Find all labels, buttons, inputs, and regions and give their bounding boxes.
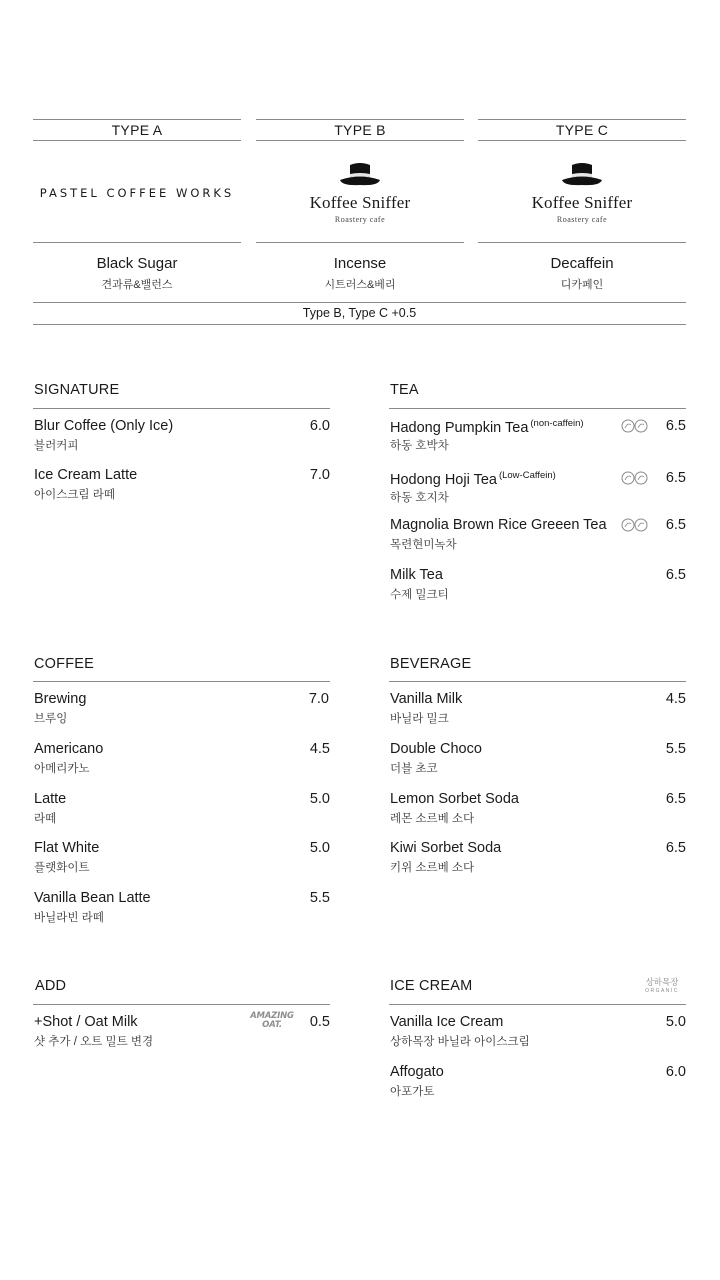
- hat-icon: [338, 162, 382, 188]
- tea-leaf-icon: [621, 518, 649, 532]
- signature-rule: [33, 408, 330, 409]
- tea-rule: [389, 408, 686, 409]
- coffee-title: COFFEE: [34, 656, 95, 672]
- type-a-mid-rule: [33, 140, 241, 141]
- type-b-mid-rule: [256, 140, 464, 141]
- icecream-rule: [389, 1004, 686, 1005]
- menu-item-kr: 아메리카노: [34, 763, 90, 775]
- menu-item-name: Hodong Hoji Tea $^{(Low-Caffein)}$: [390, 470, 556, 488]
- menu-item-name: Magnolia Brown Rice Greeen Tea: [390, 517, 607, 533]
- amazing-oat-line1: AMAZING: [250, 1011, 294, 1021]
- sangha-logo-kr: 상하목장: [645, 977, 679, 987]
- menu-item-name: Hadong Pumpkin Tea $^{(non-caffein)}$: [390, 418, 584, 436]
- hat-icon: [560, 162, 604, 188]
- koffee-sniffer-sub-b: Roastery cafe: [334, 215, 386, 224]
- beverage-title: BEVERAGE: [390, 656, 472, 672]
- tea-leaf-icon: [621, 419, 649, 433]
- menu-item-kr: 브루잉: [34, 713, 68, 725]
- pastel-coffee-works-logo: PASTEL COFFEE WORKS: [39, 186, 235, 200]
- menu-item-kr: 아포가토: [390, 1086, 435, 1098]
- menu-item-price: 4.5: [665, 691, 686, 707]
- menu-item-name: Kiwi Sorbet Soda: [390, 840, 502, 856]
- menu-item-price: 6.0: [309, 418, 330, 434]
- menu-item-kr: 블러커피: [34, 440, 79, 452]
- menu-item-price: 5.5: [309, 890, 330, 906]
- type-c-bottom-rule: [478, 242, 686, 243]
- type-c-blend: Decaffein: [550, 255, 614, 272]
- menu-item-kr: 더블 초코: [390, 763, 438, 775]
- menu-item-price: 6.5: [665, 418, 686, 434]
- type-b-blend: Incense: [333, 255, 387, 272]
- amazing-oat-logo: [248, 1012, 296, 1030]
- amazing-oat-line2: OAT.: [262, 1020, 282, 1030]
- koffee-sniffer-sub-c: Roastery cafe: [556, 215, 608, 224]
- menu-item-name: Flat White: [34, 840, 100, 856]
- sangha-logo-en: ORGANIC: [645, 988, 679, 994]
- menu-item-name: Affogato: [390, 1064, 444, 1080]
- coffee-rule: [33, 681, 330, 682]
- menu-item-price: 6.5: [665, 470, 686, 486]
- menu-item-name: Blur Coffee (Only Ice): [34, 418, 174, 434]
- menu-item-name: Brewing: [34, 691, 87, 707]
- menu-item-price: 6.5: [665, 567, 686, 583]
- type-c-label: TYPE C: [555, 122, 609, 138]
- type-c-blend-kr: 디카페인: [560, 279, 604, 291]
- menu-item-kr: 레몬 소르베 소다: [390, 813, 475, 825]
- menu-item-kr: 하동 호지차: [390, 492, 449, 504]
- menu-item-kr: 샷 추가 / 오트 밀트 변경: [34, 1036, 154, 1048]
- menu-item-name: Double Choco: [390, 741, 482, 757]
- menu-item-price: 5.0: [309, 791, 330, 807]
- menu-item-note: (non-caffein): [530, 418, 584, 429]
- menu-item-kr: 상하목장 바닐라 아이스크림: [390, 1036, 530, 1048]
- koffee-sniffer-name-c: Koffee Sniffer: [531, 193, 633, 212]
- tea-title: TEA: [390, 382, 419, 398]
- menu-item-kr: 목련현미녹차: [390, 539, 457, 551]
- menu-item-kr: 바닐라빈 라떼: [34, 912, 104, 924]
- tea-leaf-icon: [621, 471, 649, 485]
- menu-item-kr: 키위 소르베 소다: [390, 862, 475, 874]
- menu-item-price: 7.0: [309, 467, 330, 483]
- menu-item-name: Americano: [34, 741, 104, 757]
- menu-item-name: Ice Cream Latte: [34, 467, 138, 483]
- menu-item-price: 4.5: [309, 741, 330, 757]
- type-surcharge-note: Type B, Type C +0.5: [302, 306, 417, 320]
- signature-title: SIGNATURE: [34, 382, 120, 398]
- menu-item-name: Milk Tea: [390, 567, 443, 583]
- menu-item-price: 6.5: [665, 517, 686, 533]
- add-title: ADD: [35, 978, 67, 994]
- add-rule: [33, 1004, 330, 1005]
- koffee-sniffer-name-b: Koffee Sniffer: [309, 193, 411, 212]
- menu-item-price: 0.5: [309, 1014, 330, 1030]
- menu-item-price: 6.0: [665, 1064, 686, 1080]
- menu-item-price: 5.5: [665, 741, 686, 757]
- type-a-label: TYPE A: [111, 122, 163, 138]
- icecream-title: ICE CREAM: [390, 978, 473, 994]
- menu-item-name: Vanilla Milk: [390, 691, 463, 707]
- type-a-blend: Black Sugar: [96, 255, 178, 272]
- menu-item-kr: 플랫화이트: [34, 862, 90, 874]
- menu-item-note: (Low-Caffein): [498, 470, 556, 481]
- menu-item-name: Lemon Sorbet Soda: [390, 791, 519, 807]
- menu-item-name: Latte: [34, 791, 67, 807]
- type-b-label: TYPE B: [334, 122, 386, 138]
- note-bottom-rule: [33, 324, 686, 325]
- menu-item-kr: 수제 밀크티: [390, 589, 449, 601]
- menu-item-kr: 바닐라 밀크: [390, 713, 449, 725]
- type-b-top-rule: [256, 119, 464, 120]
- menu-item-name: +Shot / Oat Milk: [34, 1014, 138, 1030]
- type-a-top-rule: [33, 119, 241, 120]
- koffee-sniffer-logo-b: [256, 162, 464, 224]
- type-b-bottom-rule: [256, 242, 464, 243]
- koffee-sniffer-logo-c: [478, 162, 686, 224]
- type-b-blend-kr: 시트러스&베리: [324, 279, 396, 291]
- sangha-organic-logo: [638, 976, 686, 994]
- menu-item-name: Vanilla Ice Cream: [390, 1014, 504, 1030]
- menu-item-kr: 하동 호박차: [390, 440, 449, 452]
- menu-item-price: 7.0: [308, 691, 329, 707]
- beverage-rule: [389, 681, 686, 682]
- type-c-mid-rule: [478, 140, 686, 141]
- menu-item-kr: 아이스크림 라떼: [34, 489, 115, 501]
- menu-item-price: 5.0: [665, 1014, 686, 1030]
- type-a-blend-kr: 견과류&밸런스: [101, 279, 173, 291]
- menu-item-price: 6.5: [665, 840, 686, 856]
- type-c-top-rule: [478, 119, 686, 120]
- menu-item-price: 6.5: [665, 791, 686, 807]
- menu-item-price: 5.0: [309, 840, 330, 856]
- type-a-bottom-rule: [33, 242, 241, 243]
- menu-item-name: Vanilla Bean Latte: [34, 890, 151, 906]
- menu-item-kr: 라떼: [34, 813, 57, 825]
- note-top-rule: [33, 302, 686, 303]
